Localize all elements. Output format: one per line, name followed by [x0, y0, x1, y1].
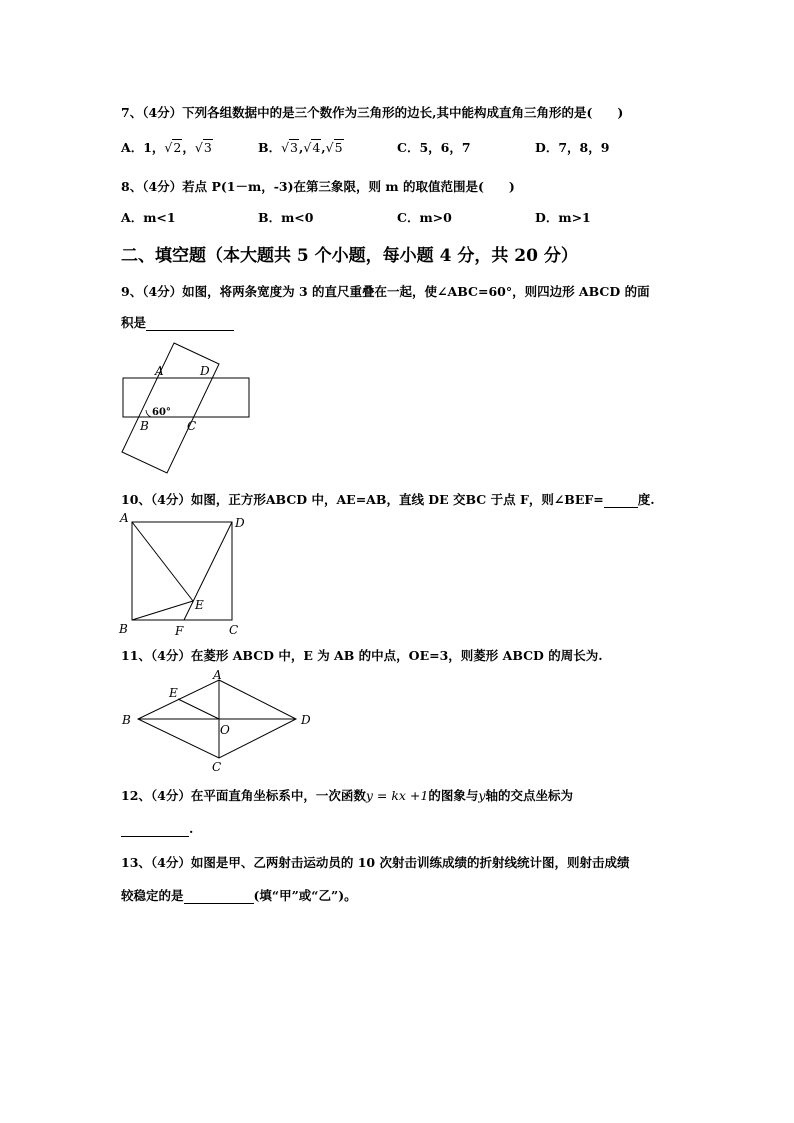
line-DF	[184, 522, 232, 620]
label-O: O	[220, 723, 230, 737]
question-12-line2: .	[121, 821, 193, 837]
sqrt-2: √2	[164, 140, 182, 155]
label-E: E	[195, 598, 204, 612]
question-11-text: 11、（4分）在菱形 ABCD 中，E 为 AB 的中点，OE=3，则菱形 ABCD 的周长为.	[121, 648, 603, 663]
q10-figure	[115, 510, 255, 640]
label-F: F	[175, 624, 184, 638]
option-label: B．	[258, 140, 282, 155]
question-9-text: 9、（4分）如图，将两条宽度为 3 的直尺重叠在一起，使∠ABC=60°，则四边形 ABCD 的面	[121, 284, 650, 299]
segment-AE	[132, 522, 193, 601]
question-12-text: 12、（4分）在平面直角坐标系中，一次函数y = kx +1的图象与y轴的交点坐标为	[121, 788, 573, 803]
label-A: A	[155, 364, 164, 378]
label-E: E	[169, 686, 178, 700]
q7-option-c[interactable]: C．5，6，7	[397, 140, 471, 155]
question-13-line2: 较稳定的是 (填“甲”或“乙”)。	[121, 888, 357, 903]
q9-figure	[115, 340, 260, 475]
segment-BE	[132, 601, 193, 620]
answer-blank-q12[interactable]	[121, 821, 189, 837]
segment-OE	[178, 699, 219, 719]
label-D: D	[301, 713, 311, 727]
label-C: C	[229, 623, 239, 637]
answer-blank-q9[interactable]	[146, 315, 234, 331]
sqrt-3: √3	[194, 140, 212, 155]
q7-option-d[interactable]: D．7，8，9	[535, 140, 610, 155]
q8-option-b[interactable]: B．m<0	[258, 210, 314, 225]
question-10-text: 10、（4分）如图，正方形ABCD 中，AE=AB，直线 DE 交BC 于点 F，则∠BEF= 度.	[121, 492, 655, 507]
section-2-title: 二、填空题（本大题共 5 个小题，每小题 4 分，共 20 分）	[121, 246, 578, 266]
function-formula: y = kx +1	[365, 788, 429, 803]
label-B: B	[122, 713, 131, 727]
label-D: D	[200, 364, 210, 378]
axis-y: y	[478, 788, 486, 803]
sqrt-4: √4	[303, 140, 321, 155]
option-label: A．	[121, 140, 144, 155]
sqrt-3: √3	[281, 140, 298, 155]
question-13-text: 13、（4分）如图是甲、乙两射击运动员的 10 次射击训练成绩的折射线统计图，则射击成绩	[121, 855, 630, 870]
square-ABCD	[132, 522, 232, 620]
label-B: B	[140, 419, 149, 433]
q8-option-a[interactable]: A．m<1	[121, 210, 176, 225]
q11-figure	[115, 668, 325, 778]
label-C: C	[212, 760, 222, 774]
q8-option-c[interactable]: C．m>0	[397, 210, 452, 225]
q8-option-d[interactable]: D．m>1	[535, 210, 591, 225]
label-angle-60: 60°	[152, 407, 171, 418]
question-9-line2: 积是	[121, 313, 234, 331]
label-A: A	[120, 511, 129, 525]
label-C: C	[187, 419, 197, 433]
question-8-text: 8、（4分）若点 P(1－m，-3)在第三象限，则 m 的取值范围是( )	[121, 179, 515, 194]
sqrt-5: √5	[325, 140, 343, 155]
question-7-text: 7、（4分）下列各组数据中的是三个数作为三角形的边长,其中能构成直角三角形的是( )	[121, 105, 624, 120]
angle-arc	[146, 410, 151, 417]
q7-option-a[interactable]: A．1，√2，√3	[121, 140, 212, 155]
label-B: B	[119, 622, 128, 636]
answer-blank-q13[interactable]	[184, 888, 254, 904]
answer-blank-q10[interactable]	[604, 492, 638, 508]
q7-option-b[interactable]: B．√3,√4,√5	[258, 140, 343, 155]
label-D: D	[235, 516, 245, 530]
label-A: A	[213, 668, 222, 682]
